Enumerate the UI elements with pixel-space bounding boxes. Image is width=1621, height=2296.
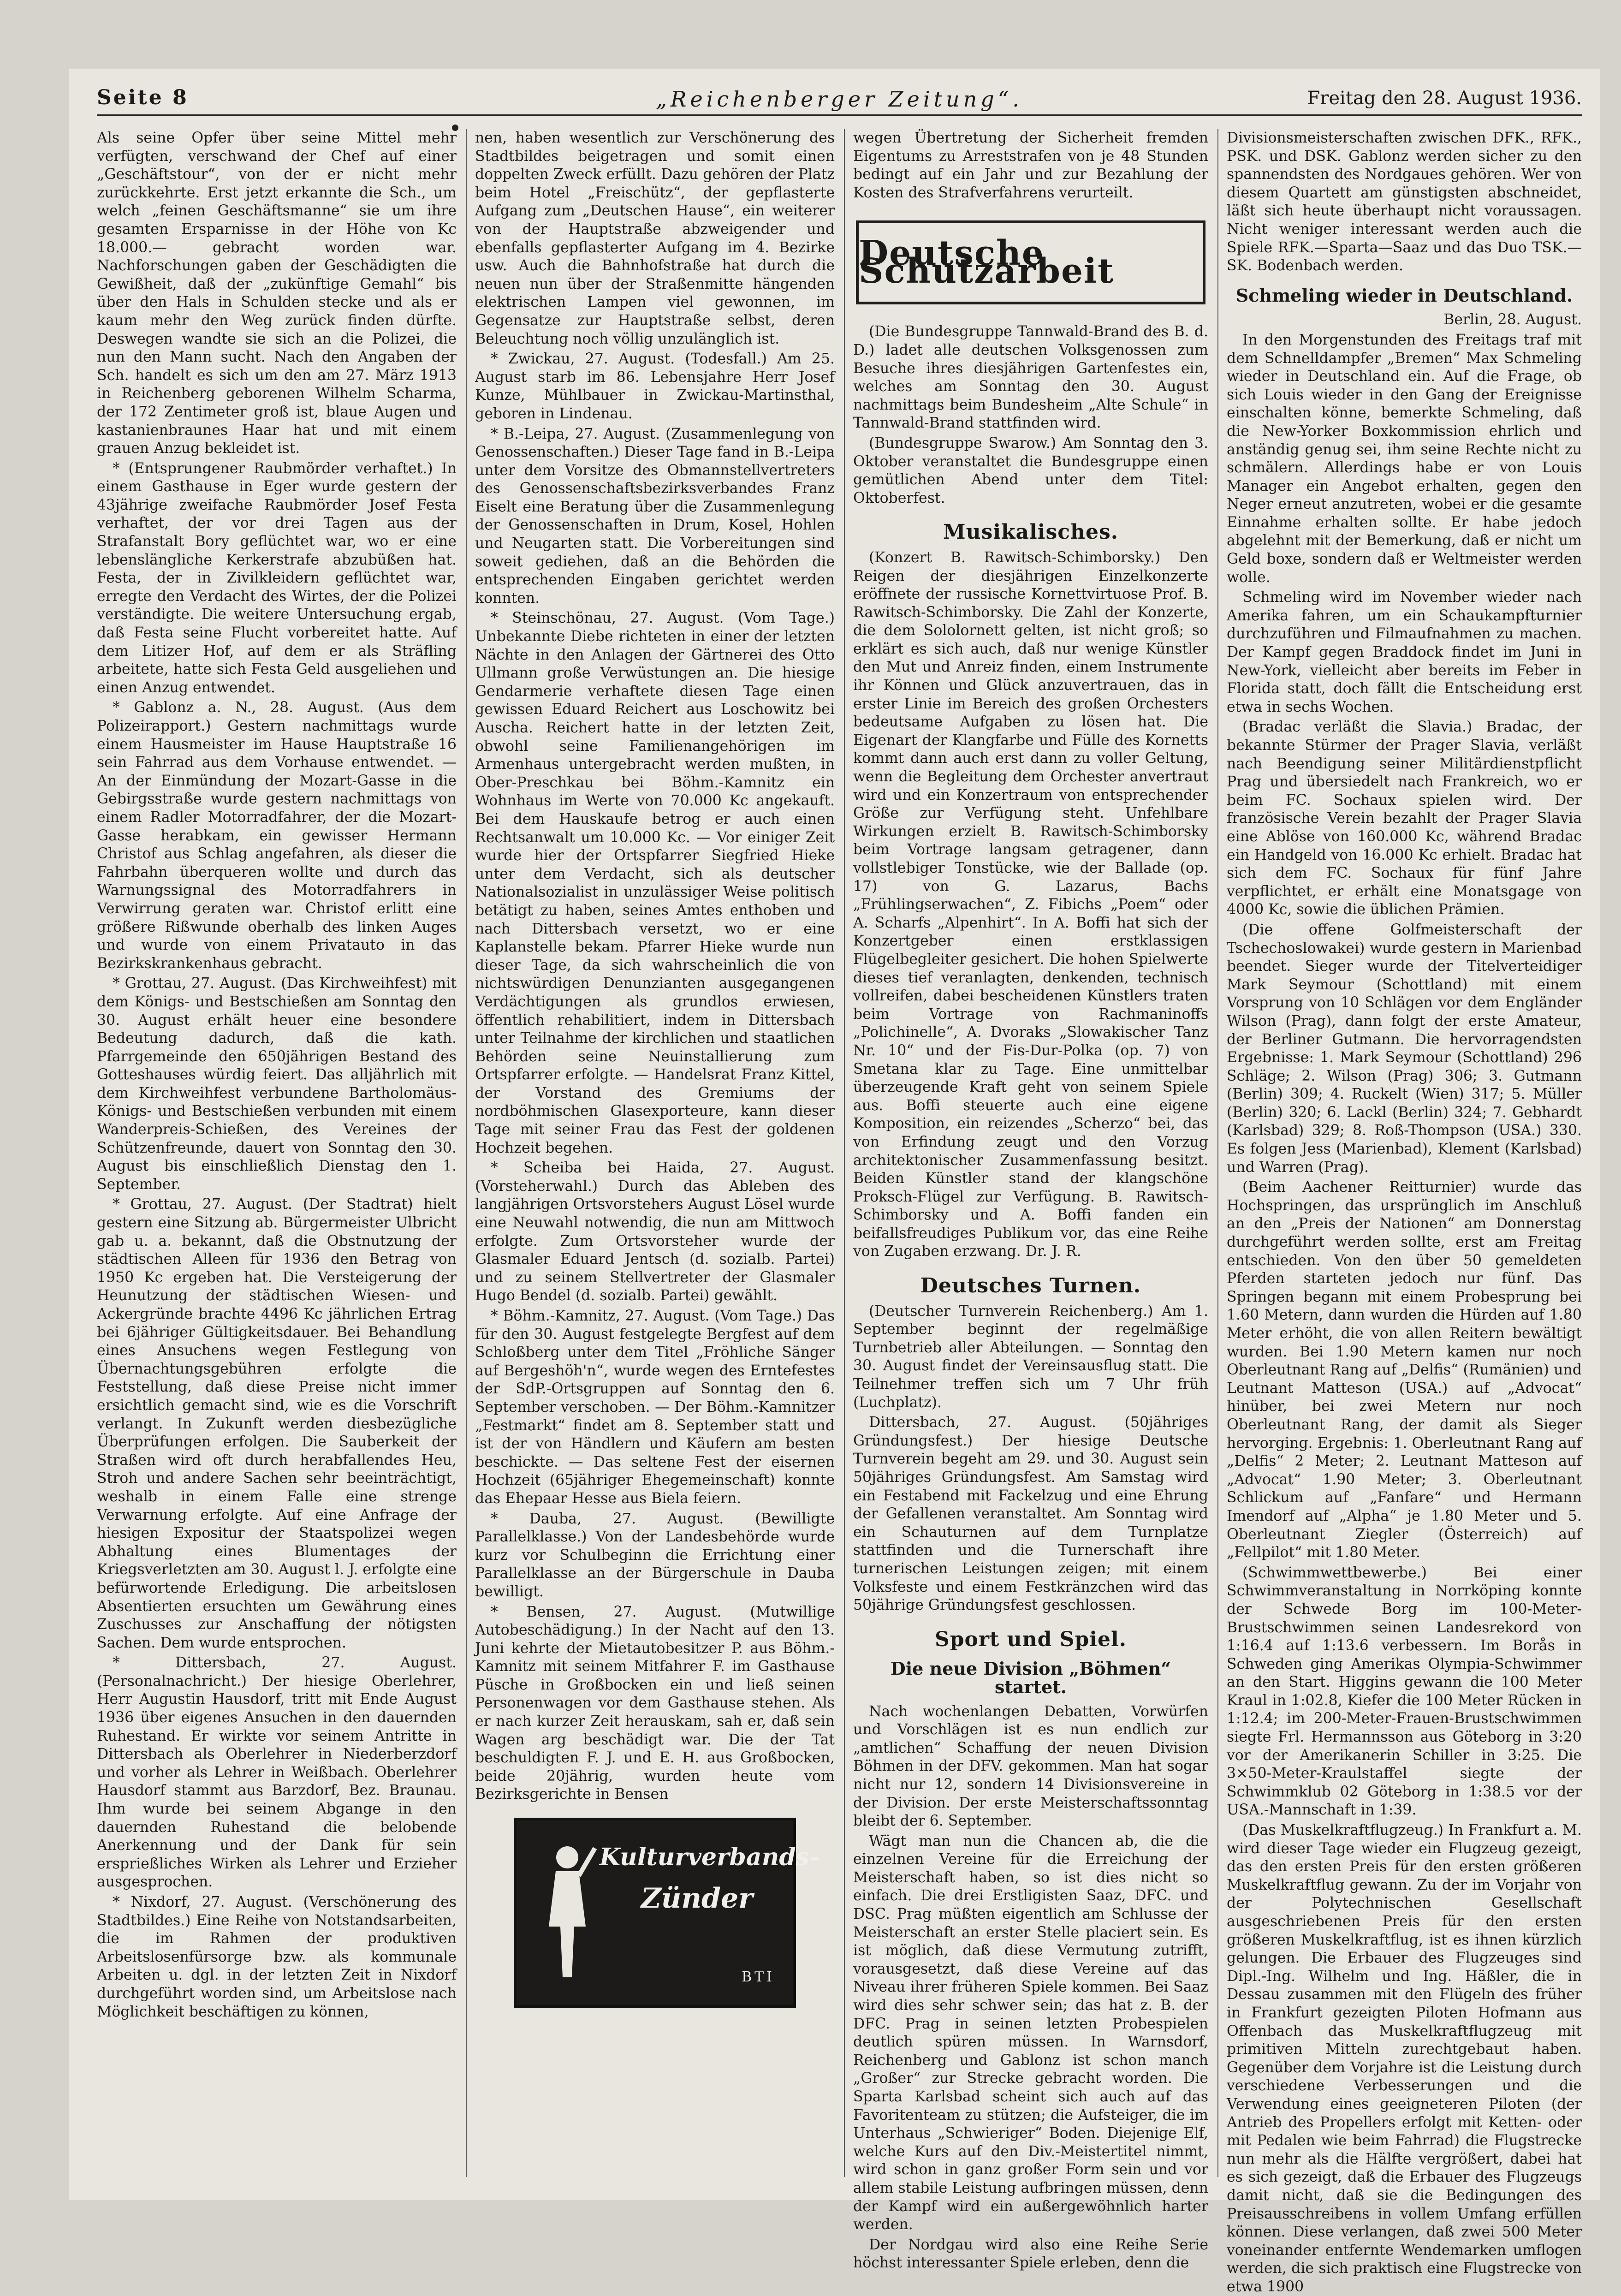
torchbearer-figure-icon [535,1839,600,1982]
ad-line-1: Kulturverbands- [600,1843,819,1872]
article-paragraph: Nach wochenlangen Debatten, Vorwürfen und Vorschlägen ist es nun endlich zur „amtlichen“ Schaffung der neuen Division Böhmen in der DFV. gekommen. Man hat sogar nicht nur 12, sondern 14 Divisionsvereine in der Division. Der erste Meisterschaftssonntag bleibt der 6. September. [853,1703,1208,1830]
article-paragraph: * Dauba, 27. August. (Bewilligte Parallelklasse.) Von der Landesbehörde wurde kurz vor Schulbeginn die Errichtung einer Parallelklasse an der Bürgerschule in Dauba bewilligt. [475,1510,835,1600]
article-subheading: Schmeling wieder in Deutschland. [1235,285,1573,306]
article-paragraph: * Steinschönau, 27. August. (Vom Tage.) Unbekannte Diebe richteten in einer der letzten Nächte in den Anlagen der Gärtnerei des Otto Ullmann große Verwüstungen an. Die hiesige Gendarmerie verhaftete diesen Tage einen gewissen Eduard Reichert aus Loschowitz bei Auscha. Reichert hatte in der letzten Zeit, obwohl seine Familienangehörigen im Armenhaus untergebracht werden mußten, in Ober-Preschkau bei Böhm.-Kamnitz ein Wohnhaus im Werte von 70.000 Kc angekauft. Bei dem Hauskaufe betrog er auch einen Rechtsanwalt um 10.000 Kc. — Vor einiger Zeit wurde hier der Ortspfarrer Siegfried Hieke unter dem Verdacht, sich als deutscher Nationalsozialist in unzulässiger Weise politisch betätigt zu haben, seines Amtes enthoben und nach Dittersbach versetzt, wo er eine Kaplanstelle bekam. Pfarrer Hieke wurde nun dieser Tage, da sich wahrscheinlich die von nichtswürdigen Denunzianten ausgegangenen Verdächtigungen als grundlos erwiesen, öffentlich rehabilitiert, indem in Dittersbach unter Teilnahme der kirchlichen und staatlichen Behörden seine Neuinstallierung zum Ortspfarrer erfolgte. — Handelsrat Franz Kittel, der Vorstand des Gremiums der nordböhmischen Glasexporteure, kann dieser Tage mit seiner Frau das Fest der goldenen Hochzeit begehen. [475,610,835,1156]
article-paragraph: wegen Übertretung der Sicherheit fremden Eigentums zu Arreststrafen von je 48 Stunden bedingt auf ein Jahr und zur Bezahlung der Kosten des Strafverfahrens verurteilt. [853,130,1208,201]
article-paragraph: * Grottau, 27. August. (Das Kirchweihfest) mit dem Königs- und Bestschießen am Sonntag den 30. August erhält heuer eine besondere Bedeutung dadurch, daß die kath. Pfarrgemeinde den 650jährigen Bestand des Gotteshauses würdig feiert. Das alljährlich mit dem Kirchweihfest verbundene Bartholomäus-Königs- und Bestschießen verbunden mit einem Wanderpreis-Schießen, des Vereines der Schützenfreunde, dauert von Sonntag den 30. August bis einschließlich Dienstag den 1. September. [97,975,457,1193]
section-heading: Deutsches Turnen. [920,1274,1141,1298]
article-paragraph: (Bradac verläßt die Slavia.) Bradac, der bekannte Stürmer der Prager Slavia, verläßt nach Beendigung seiner Militärdienstpflicht Prag und übersiedelt nach Frankreich, wo er beim FC. Sochaux spielen wird. Der französische Verein bezahlt der Prager Slavia eine Ablöse von 160.000 Kc, während Bradac ein Handgeld von 16.000 Kc erhielt. Bradac hat sich dem FC. Sochaux für fünf Jahre verpflichtet, er erhält eine Monatsgage von 4000 Kc, sowie die üblichen Prämien. [1227,719,1582,918]
article-paragraph: (Die Bundesgruppe Tannwald-Brand des B. d. D.) ladet alle deutschen Volksgenossen zum Besuche ihres diesjährigen Gartenfestes ein, welches am Sonntag den 30. August nachmittags beim Bundesheim „Alte Schule“ in Tannwald-Brand stattfinden wird. [853,323,1208,432]
article-paragraph: (Bundesgruppe Swarow.) Am Sonntag den 3. Oktober veranstaltet die Bundesgruppe einen gemütlichen Abend unter dem Titel: Oktoberfest. [853,434,1208,506]
newspaper-title: „Reichenberger Zeitung“. [656,87,1023,112]
section-heading: Musikalisches. [943,520,1119,544]
article-paragraph: * Zwickau, 27. August. (Todesfall.) Am 25. August starb im 86. Lebensjahre Herr Josef Kunze, Mühlbauer in Zwickau-Martinsthal, geboren in Lindenau. [475,351,835,422]
page-header [97,82,1582,116]
article-paragraph: Als seine Opfer über seine Mittel mehr verfügten, verschwand der Chef auf einer „Geschäftstour“, von der er nicht mehr zurückkehrte. Erst jetzt erkannte die Sch., um welch „feinen Geschäftsmanne“ sie um ihre gesamten Ersparnisse in der Höhe von Kc 18.000.— gebracht worden war. Nachforschungen gaben der Geschädigten die Gewißheit, daß der „zukünftige Gemahl“ bis über den Hals in Schulden stecke und als er kaum mehr den Weg zurück finden dürfte. Deswegen wandte sie sich an die Polizei, die nun den Mann sucht. Nach den Angaben der Sch. handelt es sich um den am 27. März 1913 in Reichenberg geborenen Wilhelm Scharma, der 172 Zentimeter groß ist, blaue Augen und kastanienbraunes Haar hat und mit einem grauen Anzug bekleidet ist. [97,130,457,457]
column-rule [1217,129,1218,2177]
column-1 [97,129,457,2177]
article-paragraph: * Scheiba bei Haida, 27. August. (Vorsteherwahl.) Durch das Ableben des langjährigen Ortsvorstehers August Lösel wurde eine Neuwahl notwendig, die nun am Mittwoch erfolgte. Zum Ortsvorsteher wurde der Glasmaler Eduard Jentsch (d. sozialb. Partei) und zu seinem Stellvertreter der Glasmaler Hugo Bendel (d. sozialb. Partei) gewählt. [475,1160,835,1304]
article-paragraph: nen, haben wesentlich zur Verschönerung des Stadtbildes beigetragen und somit einen doppelten Zweck erfüllt. Dazu gehören der Platz beim Hotel „Freischütz“, der gepflasterte Aufgang zum „Deutschen Hause“, ein weiterer von der Hauptstraße abzweigender und ebenfalls gepflasterter Aufgang im 4. Bezirke usw. Auch die Bahnhofstraße hat durch die neuen nun über der Straßenmitte hängenden elektrischen Lampen viel gewonnen, im Gegensatze zur Hauptstraße selbst, deren Beleuchtung noch völlig unzulänglich ist. [475,130,835,347]
article-paragraph: * Nixdorf, 27. August. (Verschönerung des Stadtbildes.) Eine Reihe von Notstandsarbeiten, die im Rahmen der produktiven Arbeitslosenfürsorge bzw. als kommunale Arbeiten u. dgl. in der letzten Zeit in Nixdorf durchgeführt worden sind, um Arbeitslose nach Möglichkeit beschäftigen zu können, [97,1894,457,2020]
advertisement-kulturverband [514,1818,819,2008]
page-number: Seite 8 [97,86,189,109]
newspaper-page [69,69,1600,2295]
article-paragraph: Wägt man nun die Chancen ab, die die einzelnen Vereine für die Erreichung der Meisterschaft haben, so ist dies nicht so einfach. Die drei Erstligisten Saaz, DFC. und DSC. Prag müßten eigentlich am Schlusse der Meisterschaft an erster Stelle placiert sein. Es ist möglich, daß diese Vermutung zutrifft, vorausgesetzt, daß diese Vereine auf das Niveau ihrer früheren Spiele kommen. Bei Saaz wird dies sehr schwer sein; das hat z. B. der DFC. Prag in seinen letzten Probespielen deutlich spüren müssen. In Warnsdorf, Reichenberg und Gablonz ist schon manch „Großer“ zur Strecke gebracht worden. Die Sparta Karlsbad scheint sich auch auf das Favoritenteam zu stützen; die Aufsteiger, die im Unterhaus „Schwieriger“ Boden. Diejenige Elf, welche Kurs auf den Div.-Meistertitel nimmt, wird schon in ganz großer Form sein und vor allem stabile Leistung aufbringen müssen, denn der Kampf wird ein außergewöhnlich harter werden. [853,1832,1208,2233]
column-rule [466,129,467,2177]
article-paragraph: Dittersbach, 27. August. (50jähriges Gründungsfest.) Der hiesige Deutsche Turnverein begeht am 29. und 30. August sein 50jähriges Gründungsfest. Am Samstag wird ein Festabend mit Fackelzug und eine Ehrung der Gefallenen veranstaltet. Am Sonntag wird ein Schauturnen auf dem Turnplatze stattfinden und die Turnerschaft ihre turnerischen Leistungen zeigen; mit einem Volksfeste und einem Festkränzchen wird das 50jährige Gründungsfest geschlossen. [853,1414,1208,1614]
column-3 [853,129,1208,2272]
article-paragraph: (Schwimmwettbewerbe.) Bei einer Schwimmveranstaltung in Norrköping konnte der Schwede Borg im 100-Meter-Brustschwimmen seinen Landesrekord von 1:16.4 auf 1:13.6 verbessern. Im Borås in Schweden ging Amerikas Olympia-Schwimmer an den Start. Higgins gewann die 100 Meter Kraul in 1:02.8, Kiefer die 100 Meter Rücken in 1:12.4; im 200-Meter-Frauen-Brustschwimmen siegte Frl. Hermannsson aus Göteborg in 3:20 vor der Amerikanerin Schiller in 3:25. Die 3×50-Meter-Kraulstaffel siegte der Schwimmklub 02 Göteborg in 1:38.5 vor der USA.-Mannschaft in 1:39. [1227,1564,1582,1819]
article-paragraph: (Beim Aachener Reitturnier) wurde das Hochspringen, das ursprünglich im Anschluß an den „Preis der Nationen“ am Donnerstag durchgeführt werden sollte, erst am Freitag entschieden. Von den über 50 gemeldeten Pferden starteten jedoch nur fünf. Das Springen begann mit einem Probesprung bei 1.60 Metern, dann wurden die Hürden auf 1.80 Meter erhöht, die von allen Reitern bewältigt wurden. Bei 1.90 Metern kamen nur noch Oberleutnant Rang auf „Delfis“ (Rumänien) und Leutnant Matteson (USA.) auf „Advocat“ hinüber, bei zwei Metern nur noch Oberleutnant Rang, der damit als Sieger hervorging. Ergebnis: 1. Oberleutnant Rang auf „Delfis“ 2 Meter; 2. Leutnant Matteson auf „Advocat“ 1.90 Meter; 3. Oberleutnant Schlickum auf „Fanfare“ und Hermann Imendorf auf „Alpha“ je 1.80 Meter und 5. Oberleutnant Ziegler (Österreich) auf „Fellpilot“ mit 1.80 Meter. [1227,1179,1582,1561]
article-paragraph: * Böhm.-Kamnitz, 27. August. (Vom Tage.) Das für den 30. August festgelegte Bergfest auf dem Schloßberg unter dem Titel „Fröhliche Sänger auf Bergeshöh'n“, wurde wegen des Erntefestes der SdP.-Ortsgruppen auf Sonntag den 6. September verschoben. — Der Böhm.-Kamnitzer „Festmarkt“ findet am 8. September statt und ist der von Händlern und Käufern am besten beschickte. — Das seltene Fest der eisernen Hochzeit (65jähriger Ehegemeinschaft) konnte das Ehepaar Hesse aus Biela feiern. [475,1308,835,1507]
column-rule [844,129,845,2177]
article-paragraph: (Die offene Golfmeisterschaft der Tschechoslowakei) wurde gestern in Marienbad beendet. Sieger wurde der Titelverteidiger Mark Seymour (Schottland) mit einem Vorsprung von 10 Schlägen vor dem Engländer Wilson (Prag), dann folgt der erste Amateur, der Berliner Gutmann. Die hervorragendsten Ergebnisse: 1. Mark Seymour (Schottland) 296 Schläge; 2. Wilson (Prag) 306; 3. Gutmann (Berlin) 309; 4. Ruckelt (Wien) 317; 5. Müller (Berlin) 320; 6. Lackl (Berlin) 324; 7. Gebhardt (Karlsbad) 329; 8. Roß-Thompson (USA.) 330. Es folgen Jess (Marienbad), Klement (Karlsbad) und Warren (Prag). [1227,921,1582,1176]
article-paragraph: Schmeling wird im November wieder nach Amerika fahren, um ein Schaukampfturnier durchzuführen und Filmaufnahmen zu machen. Der Kampf gegen Braddock findet im Juni in New-York, vielleicht aber bereits im Feber in Florida statt, doch fällt die Entscheidung erst etwa in sechs Wochen. [1227,589,1582,715]
article-paragraph: * Bensen, 27. August. (Mutwillige Autobeschädigung.) In der Nacht auf den 13. Juni kehrte der Mietautobesitzer P. aus Böhm.-Kamnitz mit seinem Mitfahrer F. im Gasthause Püsche in Großbocken ein und ließ seinen Personenwagen vor dem Gasthause stehen. Als er nach kurzer Zeit herauskam, sah er, daß sein Wagen arg beschädigt war. Die der Tat beschuldigten F. J. und E. H. aus Großbocken, beide 20jährig, wurden heute vom Bezirksgerichte in Bensen [475,1603,835,1803]
article-paragraph: (Deutscher Turnverein Reichenberg.) Am 1. September beginnt der regelmäßige Turnbetrieb aller Abteilungen. — Sonntag den 30. August findet der Vereinsausflug statt. Die Teilnehmer treffen sich um 7 Uhr früh (Luchplatz). [853,1303,1208,1411]
article-paragraph: * Grottau, 27. August. (Der Stadtrat) hielt gestern eine Sitzung ab. Bürgermeister Ulbricht gab u. a. bekannt, daß die Obstnutzung der städtischen Alleen für 1936 den Betrag von 1950 Kc ergeben hat. Die Versteigerung der Heunutzung der städtischen Wiesen- und Ackergründe brachte 4496 Kc jährlichen Ertrag bei 6jähriger Gültigkeitsdauer. Bei Behandlung eines Ansuchens wegen Festlegung von Übernachtungsgebühren erfolgte die Feststellung, daß diese Preise nicht immer ersichtlich gemacht sind, wie es die Vorschrift verlangt. In Zukunft werden diesbezügliche Überprüfungen erfolgen. Die Sauberkeit der Straßen wird oft durch herabfallendes Heu, Stroh und andere Sachen sehr beeinträchtigt, weshalb in einem Falle eine strenge Verwarnung erfolgte. Auf eine Anfrage der hiesigen Expositur der Staatspolizei wegen Abhaltung eines Blumentages der Kriegsverletzten am 30. August l. J. erfolgte eine befürwortende Erledigung. Die arbeitslosen Absentierten ersuchten um Gewährung eines Zuschusses zur Anschaffung der nötigsten Sachen. Dem wurde entsprochen. [97,1196,457,1651]
article-subheading: Die neue Division „Böhmen“ startet. [890,1658,1171,1697]
column-4 [1227,129,1582,2295]
ad-mark: BTI [742,1969,775,1986]
issue-date: Freitag den 28. August 1936. [1307,88,1582,109]
article-paragraph: * Gablonz a. N., 28. August. (Aus dem Polizeirapport.) Gestern nachmittags wurde einem Hausmeister im Hause Hauptstraße 16 sein Fahrrad aus dem Vorhause entwendet. — An der Einmündung der Mozart-Gasse in die Gebirgsstraße wurde gestern nachmittags von einem Radler Motorradfahrer, der die Mozart-Gasse herabkam, ein gewisser Hermann Christof aus Schlag angefahren, als dieser die Fahrbahn überqueren wollte und durch das Warnungssignal des Motorradfahrers in Verwirrung geraten war. Christof erlitt eine größere Rißwunde oberhalb des linken Auges und wurde von einem Privatauto in das Bezirkskrankenhaus gebracht. [97,699,457,972]
column-2 [475,129,835,2177]
article-paragraph: * Dittersbach, 27. August. (Personalnachricht.) Der hiesige Oberlehrer, Herr Augustin Hausdorf, tritt mit Ende August 1936 über eigenes Ansuchen in den dauernden Ruhestand. Er wirkte vor seinem Antritte in Dittersbach als Oberlehrer in Niederberzdorf und vorher als Lehrer in Weißbach. Oberlehrer Hausdorf stammt aus Barzdorf, Bez. Braunau. Ihm wurde bei seinem Abgange in den dauernden Ruhestand die belobende Anerkennung und der Dank für sein ersprießliches Wirken als Lehrer und Erzieher ausgesprochen. [97,1654,457,1891]
section-heading: Sport und Spiel. [934,1627,1127,1651]
article-paragraph: * (Entsprungener Raubmörder verhaftet.) In einem Gasthause in Eger wurde gestern der 43jährige zweifache Raubmörder Josef Festa verhaftet, der vor drei Tagen aus der Strafanstalt Bory geflüchtet war, wo er eine lebenslängliche Kerkerstrafe abzubüßen hat. Festa, der in Zivilkleidern geflüchtet war, erregte den Verdacht des Wirtes, der die Polizei verständigte. Die weitere Untersuchung ergab, daß Festa seine Flucht vorbereitet hatte. Auf dem Litizer Hof, auf dem er als Sträfling arbeitete, hatte sich Festa Geld ausgeliehen und einen Anzug entwendet. [97,460,457,696]
section-box-title: Deutsche Schutzarbeit [856,220,1205,304]
article-paragraph: (Das Muskelkraftflugzeug.) In Frankfurt a. M. wird dieser Tage wieder ein Flugzeug gezeigt, das den ersten Preis für den ersten größeren Muskelkraftflug gewann. Zu der im Vorjahr von der Polytechnischen Gesellschaft ausgeschriebenen Preis für den ersten größeren Muskelkraftflug, ist es ihnen kürzlich gelungen. Die Erbauer des Flugzeuges sind Dipl.-Ing. Wilhelm und Ing. Häßler, die in Dessau zusammen mit den Flügeln des früher in Frankfurt gezeigten Piloten Hofmann aus Offenbach das Muskelkraftflugzeug mit primitiven Mitteln zurechtgebaut haben. Gegenüber dem Vorjahre ist die Leistung durch verschiedene Verbesserungen und die Verwendung eines geeigneteren Piloten (der Antrieb des Propellers erfolgt mit Ketten- oder mit Pedalen wie beim Fahrrad) die Flugstrecke nun mehr als die Hälfte vergrößert, dabei hat es sich gezeigt, daß die Erbauer des Flugzeugs damit nicht, daß sie die Bedingungen des Preisausschreibens in vollem Umfang erfüllen können. Diese verlangen, daß zwei 500 Meter voneinander entfernte Wendemarken umflogen werden, die sich praktisch eine Flugstrecke von etwa 1900 [1227,1822,1582,2295]
article-paragraph: In den Morgenstunden des Freitags traf mit dem Schnelldampfer „Bremen“ Max Schmeling wieder in Deutschland ein. Auf die Frage, ob sich Louis wieder in den Gang der Ereignisse einschalten könne, bemerkte Schmeling, daß die New-Yorker Boxkommission ehrlich und anständig genug sei, ihm seine Rechte nicht zu schmälern. Allerdings habe er von Louis Manager ein Angebot erhalten, gegen den Neger erneut anzutreten, wobei er die gesamte Einnahme erhalten sollte. Er habe jedoch abgelehnt mit der Bemerkung, daß er nicht um Geld boxe, sondern daß er Weltmeister werden wolle. [1227,331,1582,586]
article-paragraph: Der Nordgau wird also eine Reihe Serie höchst interessanter Spiele erleben, denn die [853,2236,1208,2272]
article-paragraph: Divisionsmeisterschaften zwischen DFK., RFK., PSK. und DSK. Gablonz werden sicher zu den spannendsten des Nordgaues gehören. Wer von diesem Quartett am günstigsten abschneidet, läßt sich heute überhaupt nicht voraussagen. Nicht weniger interessant werden auch die Spiele RFK.—Sparta—Saaz und das Duo TSK.—SK. Bodenbach werden. [1227,130,1582,274]
dateline: Berlin, 28. August. [1443,311,1582,328]
article-paragraph: * B.-Leipa, 27. August. (Zusammenlegung von Genossenschaften.) Dieser Tage fand in B.-Leipa unter dem Vorsitze des Obmannstellvertreters des Genossenschaftsbezirksverbandes Franz Eiselt eine Beratung über die Zusammenlegung der Genossenschaften in Drum, Kosel, Hohlen und Neugarten statt. Die Vorbereitungen sind soweit gediehen, daß an die Behörden die entsprechenden Eingaben gerichtet werden konnten. [475,425,835,607]
article-paragraph: (Konzert B. Rawitsch-Schimborsky.) Den Reigen der diesjährigen Einzelkonzerte eröffnete der russische Kornettvirtuose Prof. B. Rawitsch-Schimborsky. Die Zahl der Konzerte, die dem Sololornett gelten, ist nicht groß; so erklärt es sich auch, daß nur wenige Künstler den Mut und Anreiz finden, einem Instrumente ihr Können und Glück anzuvertrauen, das in erster Linie im Bereich des großen Orchesters bedeutsame Aufgaben zu lösen hat. Die Eigenart der Klangfarbe und Fülle des Kornetts kommt dann auch erst dann zu voller Geltung, wenn die Begleitung dem Orchester anvertraut wird und ein Konzertraum von entsprechender Größe zur Verfügung steht. Unfehlbare Wirkungen erzielt B. Rawitsch-Schimborsky beim Vortrage langsam getragener, dann vollstlebiger Tonstücke, wie der Ballade (op. 17) von G. Lazarus, Bachs „Frühlingserwachen“, Z. Fibichs „Poem“ oder A. Scharfs „Alpenhirt“. In A. Boffi hat sich der Konzertgeber einen erstklassigen Flügelbegleiter gesichert. Die hohen Spielwerte dieses tief veranlagten, denkenden, technisch vollreifen, dabei bescheidenen Künstlers traten beim Vortrage von Rachmaninoffs „Polichinelle“, A. Dvoraks „Slowakischer Tanz Nr. 10“ und der Fis-Dur-Polka (op. 7) von Smetana klar zu Tage. Eine unmittelbar überzeugende Kraft geht von seinem Spiele aus. Boffi steuerte auch eine eigene Komposition, ein reizendes „Scherzo“ bei, das von Erfindung zeugt und den Vorzug architektonischer Zusammenfassung besitzt. Beiden Künstler stand der klangschöne Proksch-Flügel zur Verfügung. B. Rawitsch-Schimborsky und A. Boffi fanden ein beifallsfreudiges Publikum vor, das eine Reihe von Zugaben erzwang. Dr. J. R. [853,549,1208,1260]
ad-line-2: Zünder [641,1882,753,1915]
